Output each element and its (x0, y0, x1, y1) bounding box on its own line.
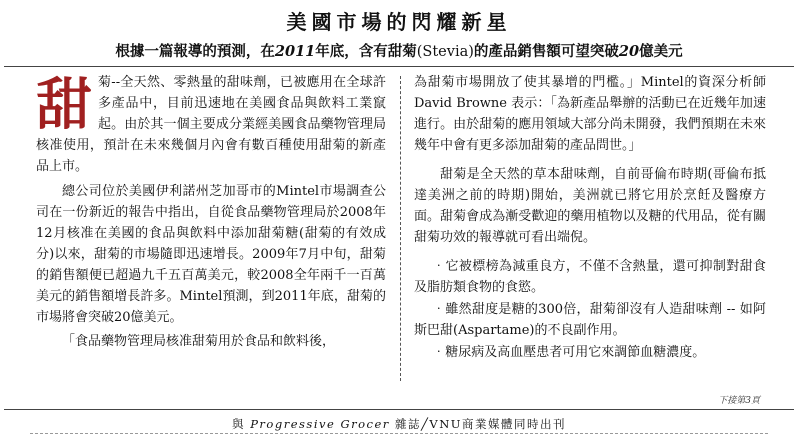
bullet-item: ‧雖然甜度是糖的300倍，甜菊卻沒有人造甜味劑 -- 如阿斯巴甜(Aspartame)的不良副作用。 (414, 302, 766, 338)
footer-suffix: 雜誌╱VNU商業媒體同時出刊 (394, 417, 566, 431)
subtitle-part3: 的產品銷售額可望突破 (473, 44, 619, 60)
left-column (36, 72, 386, 352)
subtitle-part4: 億美元 (639, 44, 683, 60)
left-paragraph-3: 「食品藥物管理局核准甜菊用於食品和飲料後， (62, 334, 336, 349)
continued-note: 下接第3頁 (718, 396, 760, 406)
right-paragraph-1: 為甜菊市場開放了使其暴增的門檻。」Mintel的資深分析師 David Browne 表示：「為新產品舉辦的活動已在近幾年加速進行。由於甜菊的應用領域大部分尚未開發，我們預期在未來幾年中會有更多添加甜菊的產品問世。」 (414, 75, 766, 153)
subtitle-amount: 20 (618, 43, 640, 60)
bottom-dashed-rule (30, 433, 768, 434)
footer-rule (4, 409, 794, 410)
right-paragraph-2: 甜菊是全天然的草本甜味劑，自前哥倫布時期(哥倫布抵達美洲之前的時期)開始，美洲就已將它用於烹飪及醫療方面。甜菊會成為漸受歡迎的藥用植物以及糖的代用品，從有關甜菊功效的報導就可看出端倪。 (414, 167, 766, 245)
left-paragraph-1-text: 菊--全天然、零熱量的甜味劑，已被應用在全球許多產品中，目前迅速地在美國食品與飲料工業竄起。由於其一個主要成分業經美國食品藥物管理局核准使用，預計在未來幾個月內會有數百種使用甜菊的新產品上市。 (36, 75, 386, 174)
subtitle-part1: 根據一篇報導的預測，在 (115, 44, 275, 60)
right-column (414, 72, 766, 363)
bullet-item: ‧糖尿病及高血壓患者可用它來調節血糖濃度。 (432, 345, 706, 360)
subtitle-year: 2011 (274, 43, 316, 60)
bullet-item: ‧它被標榜為減重良方，不僅不含熱量，還可抑制對甜食及脂肪類食物的食慾。 (414, 259, 766, 295)
left-paragraph-2: 總公司位於美國伊利諾州芝加哥市的Mintel市場調查公司在一份新近的報告中指出，自從食品藥物管理局於2008年12月核准在美國的食品與飲料中添加甜菊糖(甜菊的有效成分)以來，甜菊的市場隨即迅速增長。2009年7月中旬，甜菊的銷售額便已超過九千五百萬美元，較2008全年兩千一百萬美元的銷售額增長許多。Mintel預測，到2011年底，甜菊的市場將會突破20億美元。 (36, 184, 386, 325)
drop-cap: 甜 (36, 73, 92, 138)
left-paragraph-1 (36, 72, 386, 177)
subtitle-part2: 年底，含有甜菊 (315, 44, 417, 60)
article-title: 美國市場的閃耀新星 (286, 10, 512, 34)
article-subtitle (0, 40, 798, 61)
header-rule (4, 66, 794, 67)
footer-credit (0, 416, 798, 432)
footer-prefix: 與 (232, 417, 246, 431)
column-divider (400, 76, 401, 381)
footer-magazine: Progressive Grocer (250, 417, 390, 431)
subtitle-stevia: (Stevia) (416, 44, 474, 60)
